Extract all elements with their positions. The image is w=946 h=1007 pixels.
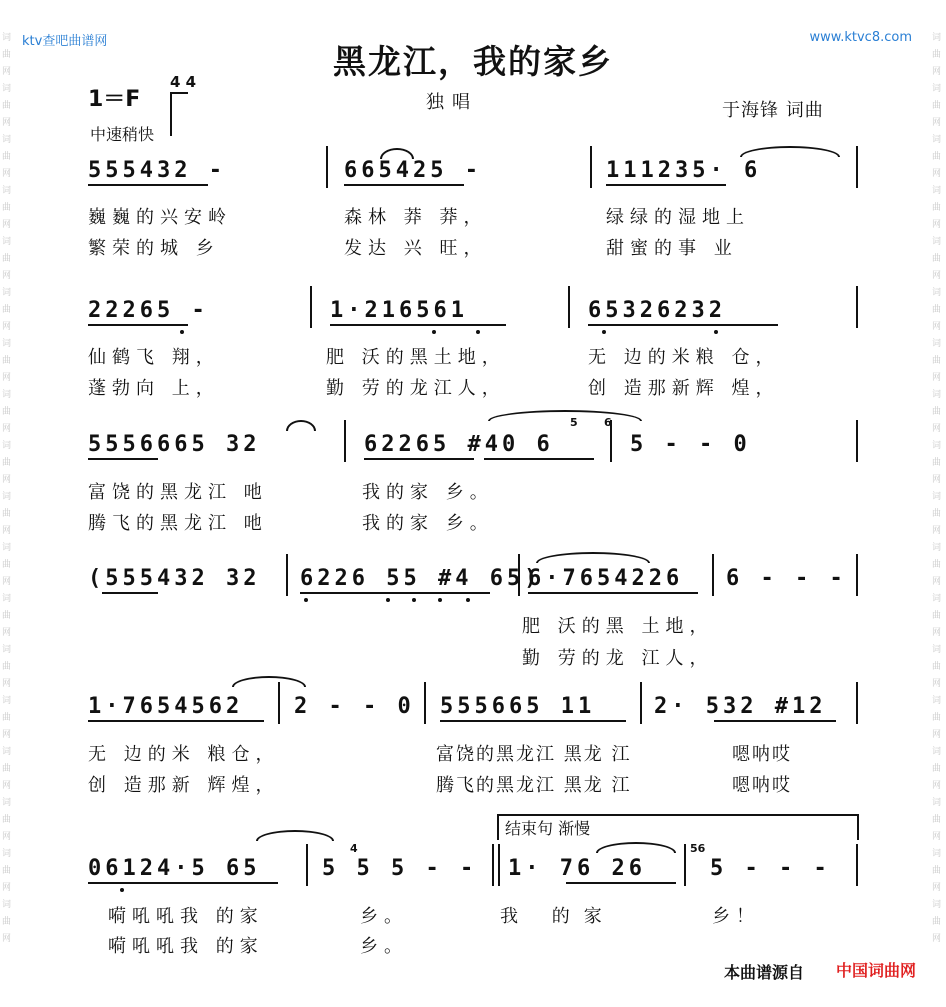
beam — [88, 882, 278, 884]
row1-lyric2-c: 甜蜜的事 业 — [606, 238, 738, 259]
beam — [102, 592, 158, 594]
row3-measure3: 5 - - 0 — [630, 432, 751, 457]
row6-measure1: 06124·5 65 — [88, 856, 261, 881]
low-octave-dot — [304, 598, 308, 602]
beam — [88, 184, 208, 186]
slur — [596, 842, 676, 853]
barline — [568, 286, 570, 328]
beam — [364, 458, 474, 460]
row1-measure2: 665425 - — [344, 158, 482, 183]
row1-lyric1-a: 巍巍的兴安岭 — [88, 207, 232, 228]
row6-lyric1-c: 我 的家 — [500, 906, 616, 927]
barline — [856, 286, 858, 328]
tempo-marking: 中速稍快 — [90, 125, 155, 144]
meter-bottom: 4 — [185, 73, 197, 91]
key-signature: 1＝F — [88, 87, 141, 112]
source-site-link[interactable]: 中国词曲网 — [835, 961, 916, 980]
beam — [440, 720, 626, 722]
row2-lyric2-c: 创 造那新辉 煌， — [588, 378, 780, 399]
row4-lyric2: 勤 劳的龙 江人， — [522, 648, 714, 669]
barline — [640, 682, 642, 724]
row5-lyric2-a: 创 造那新 辉煌， — [88, 775, 280, 796]
low-octave-dot — [438, 598, 442, 602]
ending-bracket — [497, 814, 859, 840]
row4-measure4: 6 - - - — [726, 566, 847, 591]
beam — [344, 184, 464, 186]
source-label: 本曲谱源自 — [723, 963, 804, 982]
row3-lyric1-a: 富饶的黑龙江 吔 — [88, 482, 268, 503]
ending-label: 结束句 渐慢 — [505, 819, 591, 838]
barline — [856, 146, 858, 188]
barline — [424, 682, 426, 724]
barline — [684, 844, 686, 886]
row2-measure3: 65326232 — [588, 298, 726, 323]
row2-lyric1-b: 肥 沃的黑土地， — [326, 347, 506, 368]
row5-measure2: 2 - - 0 — [294, 694, 415, 719]
grace-note: 6 — [604, 416, 612, 429]
slur — [232, 676, 306, 687]
row2-lyric2-a: 蓬勃向 上， — [88, 378, 220, 399]
time-signature — [170, 74, 196, 90]
barline — [590, 146, 592, 188]
beam — [566, 882, 676, 884]
row5-lyric1-a: 无 边的米 粮仓， — [88, 744, 280, 765]
beam — [484, 458, 594, 460]
row1-measure1: 555432 - — [88, 158, 226, 183]
row1-lyric1-c: 绿绿的湿地上 — [606, 207, 750, 228]
row6-measure4: 5 - - - — [710, 856, 831, 881]
row6-measure3: 1· 76 26 — [508, 856, 646, 881]
slur — [380, 148, 414, 159]
barline — [326, 146, 328, 188]
row2-lyric2-b: 勤 劳的龙江人， — [326, 378, 506, 399]
row3-measure1: 5556665 32 — [88, 432, 261, 457]
slur — [488, 410, 642, 421]
row2-lyric1-a: 仙鹤飞 翔， — [88, 347, 220, 368]
barline — [518, 554, 520, 596]
barline — [856, 682, 858, 724]
low-octave-dot — [466, 598, 470, 602]
low-octave-dot — [714, 330, 718, 334]
row2-measure1: 22265 - — [88, 298, 209, 323]
low-octave-dot — [120, 888, 124, 892]
row6-lyric1-b: 乡。 — [360, 906, 408, 927]
site-label-right[interactable]: www.ktvc8.com — [809, 30, 912, 45]
row1-lyric2-b: 发达 兴 旺， — [344, 238, 488, 259]
beam — [714, 720, 836, 722]
low-octave-dot — [602, 330, 606, 334]
low-octave-dot — [476, 330, 480, 334]
row2-lyric1-c: 无 边的米粮 仓， — [588, 347, 780, 368]
barline — [306, 844, 308, 886]
row4-measure1: (555432 32 — [88, 566, 261, 591]
repeat-barline — [498, 844, 500, 886]
low-octave-dot — [386, 598, 390, 602]
row3-lyric1-b: 我的家 乡。 — [362, 482, 494, 503]
row4-measure2: 6226 55 #4 65) — [300, 566, 542, 591]
slur — [256, 830, 334, 841]
row3-lyric2-a: 腾飞的黑龙江 吔 — [88, 513, 268, 534]
grace-note: 5 — [570, 416, 578, 429]
repeat-barline — [492, 844, 494, 886]
row5-lyric1-c: 嗯呐哎 — [732, 744, 792, 765]
row4-measure3: 6·7654226 — [528, 566, 684, 591]
meter-bar — [170, 92, 188, 136]
row1-measure3: 111235· 6 — [606, 158, 762, 183]
row5-lyric1-b: 富饶的黑龙江 黑龙 江 — [436, 744, 632, 765]
beam — [88, 458, 158, 460]
site-label-left[interactable]: ktv查吧曲谱网 — [22, 34, 108, 49]
row5-measure1: 1·7654562 — [88, 694, 244, 719]
row4-lyric1: 肥 沃的黑 土地， — [522, 616, 714, 637]
barline — [856, 554, 858, 596]
barline — [856, 420, 858, 462]
barline — [344, 420, 346, 462]
barline — [278, 682, 280, 724]
row6-lyric2-b: 乡。 — [360, 936, 408, 957]
barline — [712, 554, 714, 596]
row3-lyric2-b: 我的家 乡。 — [362, 513, 494, 534]
slur — [536, 552, 650, 563]
beam — [606, 184, 726, 186]
beam — [88, 720, 264, 722]
low-octave-dot — [432, 330, 436, 334]
beam — [588, 324, 778, 326]
side-watermark-right: 词曲网词曲网词曲网词曲网词曲网词曲网词曲网词曲网词曲网词曲网词曲网词曲网词曲网词曲网词曲网词曲网词曲网词曲网 — [932, 33, 942, 944]
slur — [740, 146, 840, 157]
slur — [286, 420, 316, 431]
row5-lyric2-b: 腾飞的黑龙江 黑龙 江 — [436, 775, 632, 796]
row5-lyric2-c: 嗯呐哎 — [732, 775, 792, 796]
composer-credit: 于海锋 词曲 — [722, 100, 824, 121]
row5-measure3: 555665 11 — [440, 694, 596, 719]
meter-top: 4 — [170, 73, 181, 91]
low-octave-dot — [412, 598, 416, 602]
row1-lyric1-b: 森林 莽 莽， — [344, 207, 488, 228]
beam — [300, 592, 490, 594]
beam — [528, 592, 698, 594]
barline — [310, 286, 312, 328]
barline — [286, 554, 288, 596]
beam — [330, 324, 506, 326]
row6-lyric1-a: 嗬吼吼我 的家 — [108, 906, 264, 927]
row1-lyric2-a: 繁荣的城 乡 — [88, 238, 220, 259]
grace-note: 56 — [690, 842, 706, 855]
page-title: 黑龙江，我的家乡 — [333, 42, 613, 81]
row2-measure2: 1·216561 — [330, 298, 468, 323]
barline — [856, 844, 858, 886]
row5-measure4: 2· 532 #12 — [654, 694, 827, 719]
row6-measure2: 5 5 5 - - — [322, 856, 478, 881]
side-watermark-left: 词曲网词曲网词曲网词曲网词曲网词曲网词曲网词曲网词曲网词曲网词曲网词曲网词曲网词曲网词曲网词曲网词曲网词曲网 — [2, 33, 12, 944]
row6-lyric2-a: 嗬吼吼我 的家 — [108, 936, 264, 957]
performance-style: 独唱 — [426, 92, 478, 113]
row3-measure2: 62265 #40 6 — [364, 432, 554, 457]
low-octave-dot — [180, 330, 184, 334]
grace-note: 4 — [350, 842, 358, 855]
beam — [88, 324, 188, 326]
row6-lyric1-d: 乡！ — [712, 906, 760, 927]
